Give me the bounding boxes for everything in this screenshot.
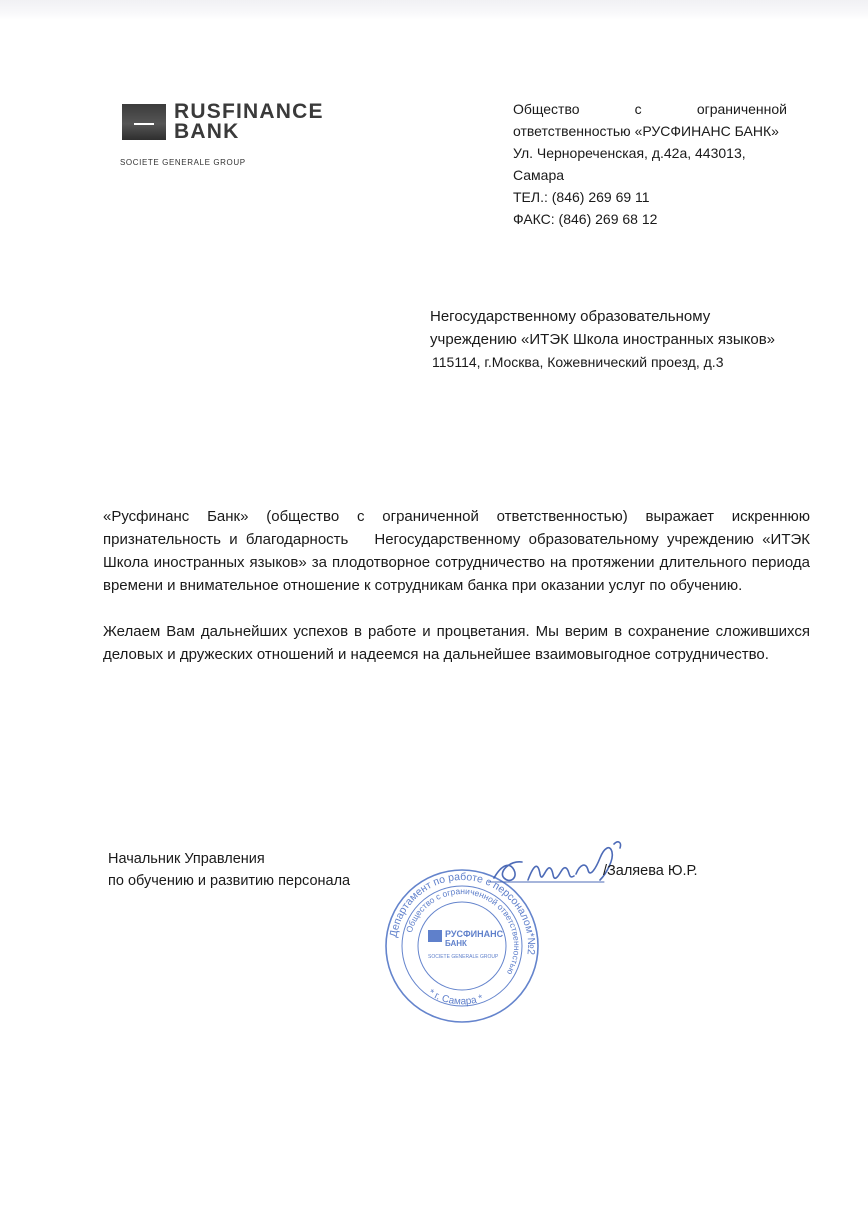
sender-block — [513, 98, 787, 230]
sender-line2: ответственностью «РУСФИНАНС БАНК» — [513, 123, 779, 139]
scan-top-band — [0, 0, 868, 20]
stamp-center-name: РУСФИНАНС — [445, 929, 504, 939]
signatory-title-line1: Начальник Управления — [108, 851, 265, 867]
sender-fax: ФАКС: (846) 269 68 12 — [513, 211, 658, 227]
letter-body — [103, 505, 810, 689]
stamp-ring-outer-text: Департамент по работе с персоналом*№2 — [387, 870, 538, 956]
recipient-line1: Негосударственному образовательному — [430, 308, 711, 325]
recipient-block — [430, 305, 810, 374]
stamp-city-text: * г. Самара * — [426, 987, 485, 1008]
stamp-center-bank: БАНК — [445, 939, 467, 948]
logo-wordmark-line2: BANK — [174, 120, 240, 143]
rusfinance-logo — [120, 100, 380, 180]
logo-mark-icon — [122, 104, 166, 140]
recipient-address: 115114, г.Москва, Кожевнический проезд, д.3 — [432, 354, 724, 370]
paragraph-gratitude — [103, 505, 810, 597]
signatory-title — [108, 848, 350, 892]
stamp-ring-inner-text: Общество с ограниченной ответственностью — [403, 885, 523, 977]
paragraph-gratitude-part2: Негосударственному образовательному учреждению «ИТЭК Школа иностранных языков» за плодотворное сотрудничество на протяжении длительного периода времени и внимательное отношение к сотрудникам банка при оказании услуг по обучению. — [103, 531, 810, 594]
sender-address: Ул. Чернореченская, д.42а, 443013, — [513, 145, 746, 161]
sender-phone: ТЕЛ.: (846) 269 69 11 — [513, 189, 650, 205]
stamp-logo-icon — [428, 930, 442, 942]
sender-line1: Общество с ограниченной — [513, 101, 787, 117]
signatory-name: /Заляева Ю.Р. — [603, 863, 698, 879]
paragraph-gratitude-part1: «Русфинанс Банк» (общество с ограниченной ответственностью) выражает искреннюю признательность и благодарность — [103, 508, 810, 548]
recipient-line2: учреждению «ИТЭК Школа иностранных языков» — [430, 331, 776, 348]
paragraph-wishes: Желаем Вам дальнейших успехов в работе и процветания. Мы верим в сохранение сложившихся деловых и дружеских отношений и надеемся на дальнейшее взаимовыгодное сотрудничество. — [103, 623, 810, 663]
sender-city: Самара — [513, 167, 565, 183]
signatory-title-line2: по обучению и развитию персонала — [108, 873, 351, 889]
logo-group-caption: SOCIETE GENERALE GROUP — [120, 158, 246, 167]
stamp-center-group: SOCIETE GENERALE GROUP — [428, 954, 499, 960]
logo-wordmark-line1: RUSFINANCE — [174, 100, 324, 123]
